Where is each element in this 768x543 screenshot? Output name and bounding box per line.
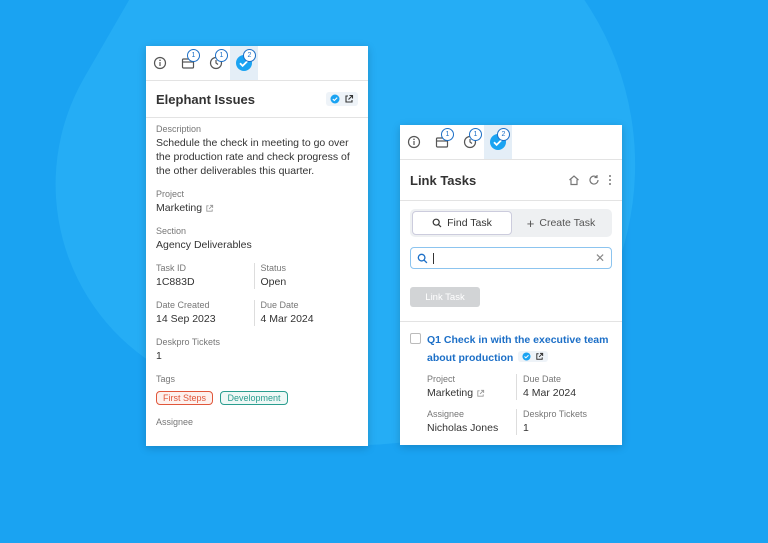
- search-icon: [432, 218, 442, 228]
- project-value: [156, 201, 358, 215]
- tab-badge: 1: [441, 128, 454, 141]
- result-project-name: Marketing: [427, 387, 474, 399]
- tag-development: Development: [220, 391, 287, 405]
- project-name: Marketing: [156, 202, 203, 214]
- tab-badge: 1: [469, 128, 482, 141]
- panel-tab-bar: [146, 46, 368, 81]
- tab-badge: 2: [243, 49, 256, 62]
- task-fields: [146, 118, 368, 435]
- result-deskpro-label: Deskpro Tickets: [523, 409, 588, 419]
- task-details-panel: [146, 46, 368, 446]
- status-value: Open: [260, 276, 287, 288]
- result-project-row: [427, 374, 612, 400]
- description-value: Schedule the check in meeting to go over the production rate and check progress of the other deliverables this quarter.: [156, 137, 350, 177]
- header-actions: [326, 92, 358, 106]
- task-title: Elephant Issues: [156, 91, 255, 107]
- date-created-value: 14 Sep 2023: [156, 313, 216, 325]
- tab-time[interactable]: [456, 125, 484, 159]
- result-assignee-value: Nicholas Jones: [427, 422, 499, 434]
- assignee-label: Assignee: [156, 417, 194, 427]
- info-icon: [407, 135, 421, 149]
- external-link-icon[interactable]: [476, 389, 485, 398]
- external-link-icon[interactable]: [344, 94, 354, 104]
- tab-badge: 1: [187, 49, 200, 62]
- result-due-date-label: Due Date: [523, 374, 562, 384]
- tab-tickets[interactable]: [174, 46, 202, 80]
- find-task-label: Find Task: [447, 217, 492, 229]
- clear-search-icon[interactable]: ✕: [594, 251, 605, 265]
- panel-title: Link Tasks: [410, 172, 477, 188]
- link-tasks-panel: [400, 125, 622, 445]
- section-value: Agency Deliverables: [156, 239, 252, 251]
- date-created-label: Date Created: [156, 300, 210, 310]
- result-content: [427, 330, 612, 445]
- tab-badge: 2: [497, 128, 510, 141]
- search-result: [400, 321, 622, 445]
- external-link-icon[interactable]: [205, 204, 214, 213]
- verified-icon: [522, 352, 531, 361]
- mode-toggle: [410, 209, 612, 237]
- result-title[interactable]: Q1 Check in with the executive team about production: [427, 334, 609, 364]
- home-icon[interactable]: [568, 174, 580, 186]
- result-project-value: [427, 386, 516, 400]
- plus-icon: +: [526, 215, 535, 231]
- deskpro-tickets-value: 1: [156, 350, 162, 362]
- find-task-button[interactable]: [412, 211, 512, 235]
- task-id-value: 1C883D: [156, 276, 195, 288]
- tab-badge: 1: [215, 49, 228, 62]
- result-assignee-row: [427, 409, 612, 435]
- refresh-icon[interactable]: [588, 174, 600, 186]
- id-status-row: [156, 263, 358, 289]
- result-checkbox[interactable]: [410, 333, 421, 344]
- tab-info[interactable]: [400, 125, 428, 159]
- panel-tab-bar: [400, 125, 622, 160]
- result-title-row: [427, 330, 612, 366]
- link-task-button[interactable]: Link Task: [410, 287, 480, 307]
- project-label: Project: [156, 189, 185, 199]
- result-project-label: Project: [427, 374, 456, 384]
- verified-icon: [330, 94, 340, 104]
- more-vertical-icon[interactable]: [608, 174, 612, 186]
- tab-time[interactable]: [202, 46, 230, 80]
- external-link-icon[interactable]: [535, 352, 544, 361]
- tab-tasks[interactable]: [230, 46, 258, 80]
- result-assignee-label: Assignee: [427, 409, 465, 419]
- search-input[interactable]: [433, 253, 590, 264]
- search-icon: [417, 253, 428, 264]
- status-label: Status: [260, 263, 287, 273]
- due-date-label: Due Date: [260, 300, 299, 310]
- dates-row: [156, 300, 358, 326]
- link-tasks-body: [400, 201, 622, 315]
- result-actions: [518, 351, 548, 362]
- result-due-date-value: 4 Mar 2024: [523, 387, 577, 399]
- tags-list: [156, 388, 358, 406]
- tab-info[interactable]: [146, 46, 174, 80]
- create-task-button[interactable]: [512, 211, 610, 235]
- search-box: [410, 247, 612, 269]
- section-label: Section: [156, 226, 187, 236]
- panel-header: [400, 160, 622, 201]
- tags-label: Tags: [156, 374, 176, 384]
- panel-header: [146, 81, 368, 118]
- header-actions: [568, 174, 612, 186]
- info-icon: [153, 56, 167, 70]
- result-deskpro-value: 1: [523, 422, 529, 434]
- deskpro-tickets-label: Deskpro Tickets: [156, 337, 221, 347]
- tab-tasks[interactable]: [484, 125, 512, 159]
- tab-tickets[interactable]: [428, 125, 456, 159]
- tag-first-steps: First Steps: [156, 391, 213, 405]
- task-id-label: Task ID: [156, 263, 187, 273]
- create-task-label: Create Task: [539, 217, 596, 229]
- due-date-value: 4 Mar 2024: [260, 313, 314, 325]
- description-label: Description: [156, 124, 202, 134]
